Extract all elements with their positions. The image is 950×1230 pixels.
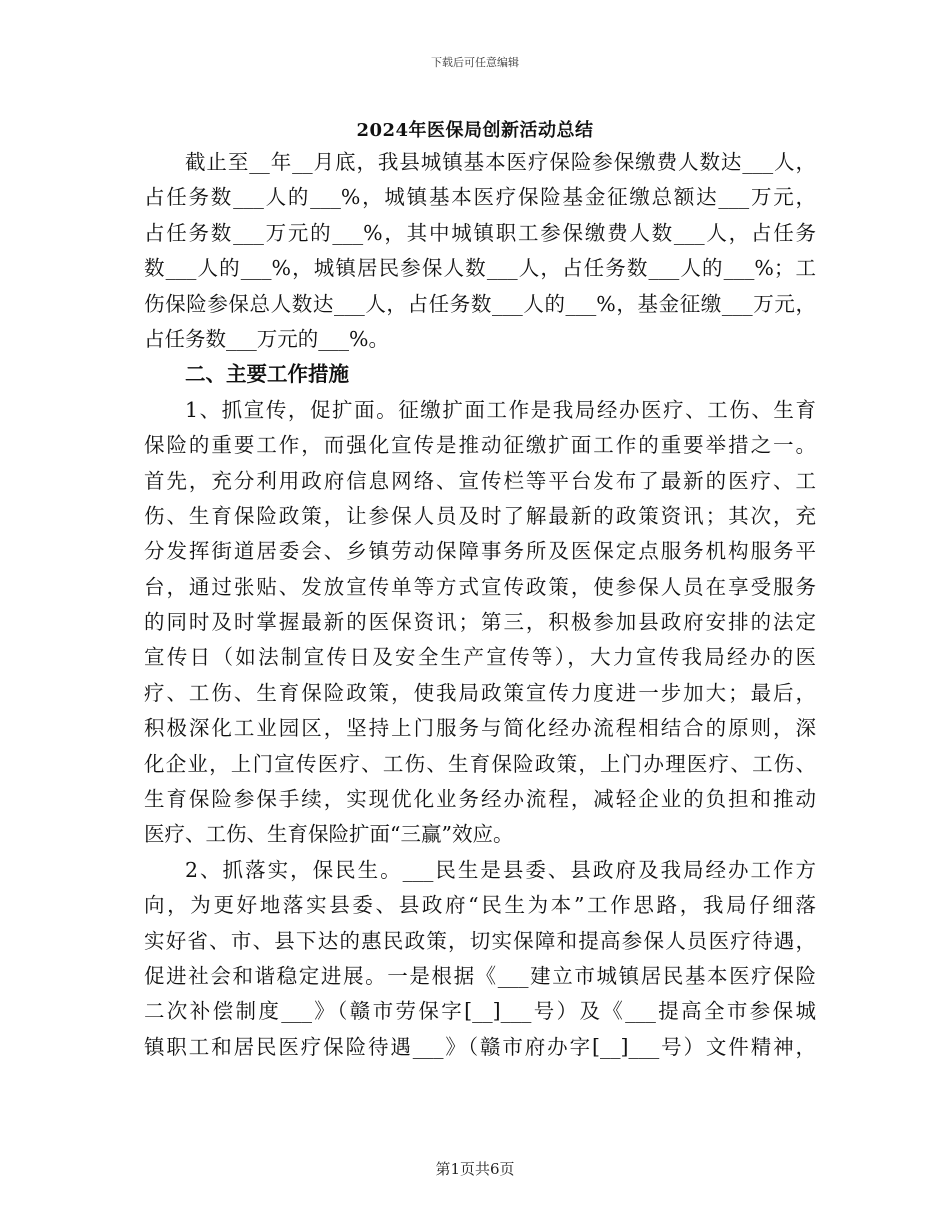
body-text-line: 占任务数___万元的___%。: [144, 326, 389, 351]
document-title: 2024年医保局创新活动总结: [356, 120, 594, 141]
body-text-line: 台，通过张贴、发放宣传单等方式宣传政策，使参保人员在享受服务: [144, 574, 816, 599]
body-text-line: 保险的重要工作，而强化宣传是推动征缴扩面工作的重要举措之一。: [144, 433, 816, 458]
section-heading: 二、主要工作措施: [185, 362, 349, 387]
body-text-line: 占任务数___人的___%，城镇基本医疗保险基金征缴总额达___万元，: [144, 185, 816, 210]
body-text-line: 截止至__年__月底，我县城镇基本医疗保险参保缴费人数达___人，: [185, 150, 816, 174]
body-text-line: 化企业，上门宣传医疗、工伤、生育保险政策，上门办理医疗、工伤、: [144, 751, 816, 776]
body-text-line: 生育保险参保手续，实现优化业务经办流程，减轻企业的负担和推动: [144, 787, 816, 812]
body-text-line: 首先，充分利用政府信息网络、宣传栏等平台发布了最新的医疗、工: [144, 468, 816, 493]
body-text-line: 伤保险参保总人数达___人，占任务数___人的___%，基金征缴___万元，: [144, 291, 816, 316]
body-text-line: 促进社会和谐稳定进展。一是根据《___建立市城镇居民基本医疗保险: [144, 963, 816, 988]
page-footer: 第1页共6页: [435, 1160, 515, 1178]
body-text-line: 伤、生育保险政策，让参保人员及时了解最新的政策资讯；其次，充: [144, 503, 816, 528]
body-text-line: 二次补偿制度___》（赣市劳保字[__]___号）及《___提高全市参保城: [144, 999, 816, 1024]
header-note: 下载后可任意编辑: [431, 56, 519, 69]
body-text-line: 占任务数___万元的___%，其中城镇职工参保缴费人数___人，占任务: [144, 220, 816, 245]
body-text-line: 2、抓落实，保民生。___民生是县委、县政府及我局经办工作方: [185, 857, 816, 882]
body-text-line: 分发挥街道居委会、乡镇劳动保障事务所及医保定点服务机构服务平: [144, 539, 816, 564]
body-text-line: 镇职工和居民医疗保险待遇___》（赣市府办字[__]___号）文件精神，: [144, 1034, 816, 1059]
body-text-line: 医疗、工伤、生育保险扩面“三赢”效应。: [144, 822, 514, 847]
body-text-line: 数___人的___%，城镇居民参保人数___人，占任务数___人的___%；工: [144, 256, 816, 281]
body-text-line: 疗、工伤、生育保险政策，使我局政策宣传力度进一步加大；最后，: [144, 680, 816, 705]
body-text-line: 实好省、市、县下达的惠民政策，切实保障和提高参保人员医疗待遇，: [144, 928, 816, 953]
document-body: [144, 146, 816, 1066]
body-text-line: 的同时及时掌握最新的医保资讯；第三，积极参加县政府安排的法定: [144, 610, 816, 635]
body-text-line: 1、抓宣传，促扩面。征缴扩面工作是我局经办医疗、工伤、生育: [185, 397, 816, 422]
body-text-line: 向，为更好地落实县委、县政府“民生为本”工作思路，我局仔细落: [144, 893, 816, 918]
body-text-line: 积极深化工业园区，坚持上门服务与简化经办流程相结合的原则，深: [144, 716, 816, 741]
body-text-line: 宣传日（如法制宣传日及安全生产宣传等），大力宣传我局经办的医: [144, 645, 816, 670]
